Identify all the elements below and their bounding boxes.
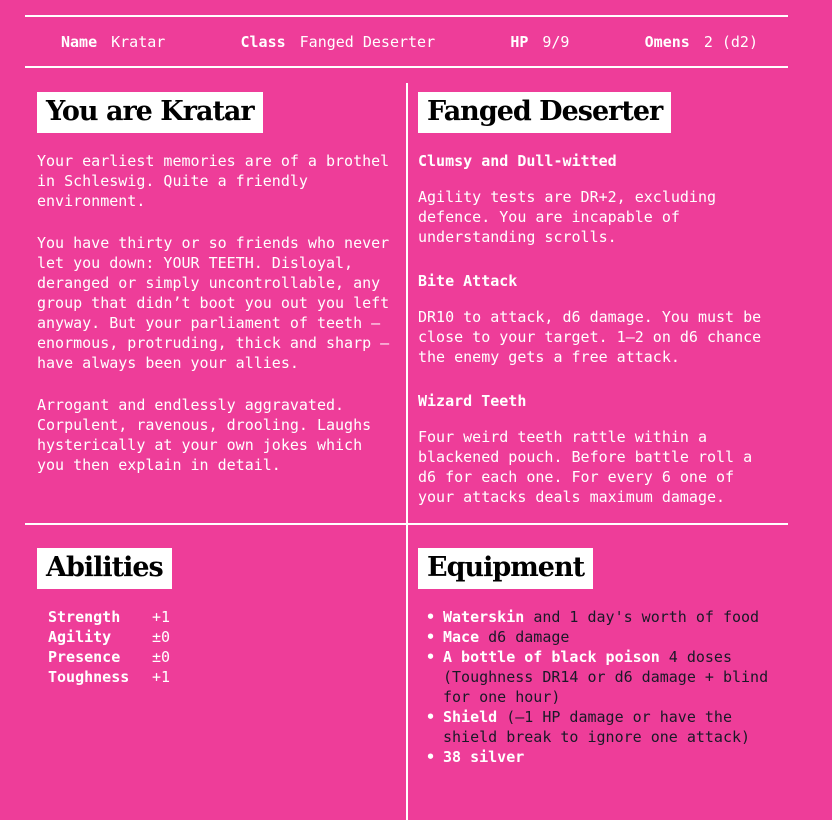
- equipment-item: [418, 627, 774, 647]
- equipment-item-detail: d6 damage: [488, 628, 570, 646]
- class-feature: [418, 391, 774, 507]
- ability-name: Toughness: [48, 668, 130, 686]
- ability-row: [48, 627, 392, 647]
- ability-name: Presence: [48, 648, 121, 666]
- abilities-title: Abilities: [37, 548, 172, 589]
- upper-section: [0, 68, 832, 523]
- character-sheet: [0, 15, 832, 820]
- ability-value: ±0: [152, 648, 171, 666]
- bullet-icon: •: [426, 608, 436, 626]
- class-feature: [418, 271, 774, 367]
- bullet-icon: •: [426, 648, 436, 666]
- equipment-item: [418, 707, 774, 747]
- bullet-icon: •: [426, 748, 436, 766]
- equipment-item: [418, 747, 774, 767]
- hp-field: [510, 32, 569, 52]
- equipment-title: Equipment: [418, 548, 593, 589]
- name-value: Kratar: [111, 32, 166, 51]
- equipment-item-detail: 4 doses (Toughness DR14 or d6 damage + blind for one hour): [443, 648, 769, 706]
- background-panel: [25, 68, 406, 523]
- name-label: Name: [61, 32, 98, 51]
- equipment-item: [418, 607, 774, 627]
- equipment-item-name: A bottle of black poison: [443, 648, 660, 666]
- abilities-list: [37, 607, 392, 687]
- feature-text: Agility tests are DR+2, excluding defence. You are incapable of understanding scrolls.: [418, 188, 717, 246]
- ability-row: [48, 667, 392, 687]
- equipment-panel: [406, 525, 788, 805]
- ability-value: +1: [152, 608, 171, 626]
- feature-name: Clumsy and Dull-witted: [418, 152, 617, 170]
- background-paragraph: You have thirty or so friends who never let you down: YOUR TEETH. Disloyal, deranged or simply uncontrollable, any group that didn’t boot you out you left anyway. But your parliament of teeth — enormous, protruding, thick and sharp — have always been your allies.: [37, 234, 390, 372]
- background-paragraph: Arrogant and endlessly aggravated. Corpulent, ravenous, drooling. Laughs hysterically at your own jokes which you then explain in detail.: [37, 396, 372, 474]
- class-label: Class: [240, 32, 286, 51]
- lower-section: [0, 525, 832, 805]
- feature-name: Bite Attack: [418, 272, 518, 290]
- equipment-item: [418, 647, 774, 707]
- ability-name: Strength: [48, 608, 121, 626]
- omens-value: 2 (d2): [703, 32, 758, 51]
- hp-value: 9/9: [542, 32, 570, 51]
- ability-row: [48, 607, 392, 627]
- class-feature: [418, 151, 774, 247]
- ability-row: [48, 647, 392, 667]
- equipment-item-name: Mace: [443, 628, 480, 646]
- class-title: Fanged Deserter: [418, 92, 671, 133]
- equipment-item-name: Shield: [443, 708, 498, 726]
- omens-field: [645, 32, 758, 52]
- vertical-divider: [406, 83, 408, 820]
- class-field: [241, 32, 436, 52]
- feature-text: DR10 to attack, d6 damage. You must be close to your target. 1–2 on d6 chance the enemy gets a free attack.: [418, 308, 762, 366]
- feature-name: Wizard Teeth: [418, 392, 527, 410]
- character-summary-bar: [25, 15, 788, 68]
- equipment-item-name: 38 silver: [443, 748, 525, 766]
- ability-value: ±0: [152, 628, 171, 646]
- bullet-icon: •: [426, 708, 436, 726]
- background-paragraph: Your earliest memories are of a brothel in Schleswig. Quite a friendly environment.: [37, 152, 390, 210]
- class-value: Fanged Deserter: [299, 32, 436, 51]
- name-field: [61, 32, 165, 52]
- abilities-panel: [25, 525, 406, 805]
- hp-label: HP: [510, 32, 529, 51]
- class-panel: [406, 68, 788, 523]
- equipment-item-detail: (–1 HP damage or have the shield break to ignore one attack): [443, 708, 751, 746]
- omens-label: Omens: [644, 32, 690, 51]
- background-title: You are Kratar: [37, 92, 263, 133]
- equipment-item-detail: and 1 day's worth of food: [533, 608, 760, 626]
- equipment-item-name: Waterskin: [443, 608, 525, 626]
- feature-text: Four weird teeth rattle within a blackened pouch. Before battle roll a d6 for each one. For every 6 one of your attacks deals maximum damage.: [418, 428, 753, 506]
- ability-name: Agility: [48, 628, 112, 646]
- bullet-icon: •: [426, 628, 436, 646]
- equipment-list: [418, 607, 774, 767]
- ability-value: +1: [152, 668, 171, 686]
